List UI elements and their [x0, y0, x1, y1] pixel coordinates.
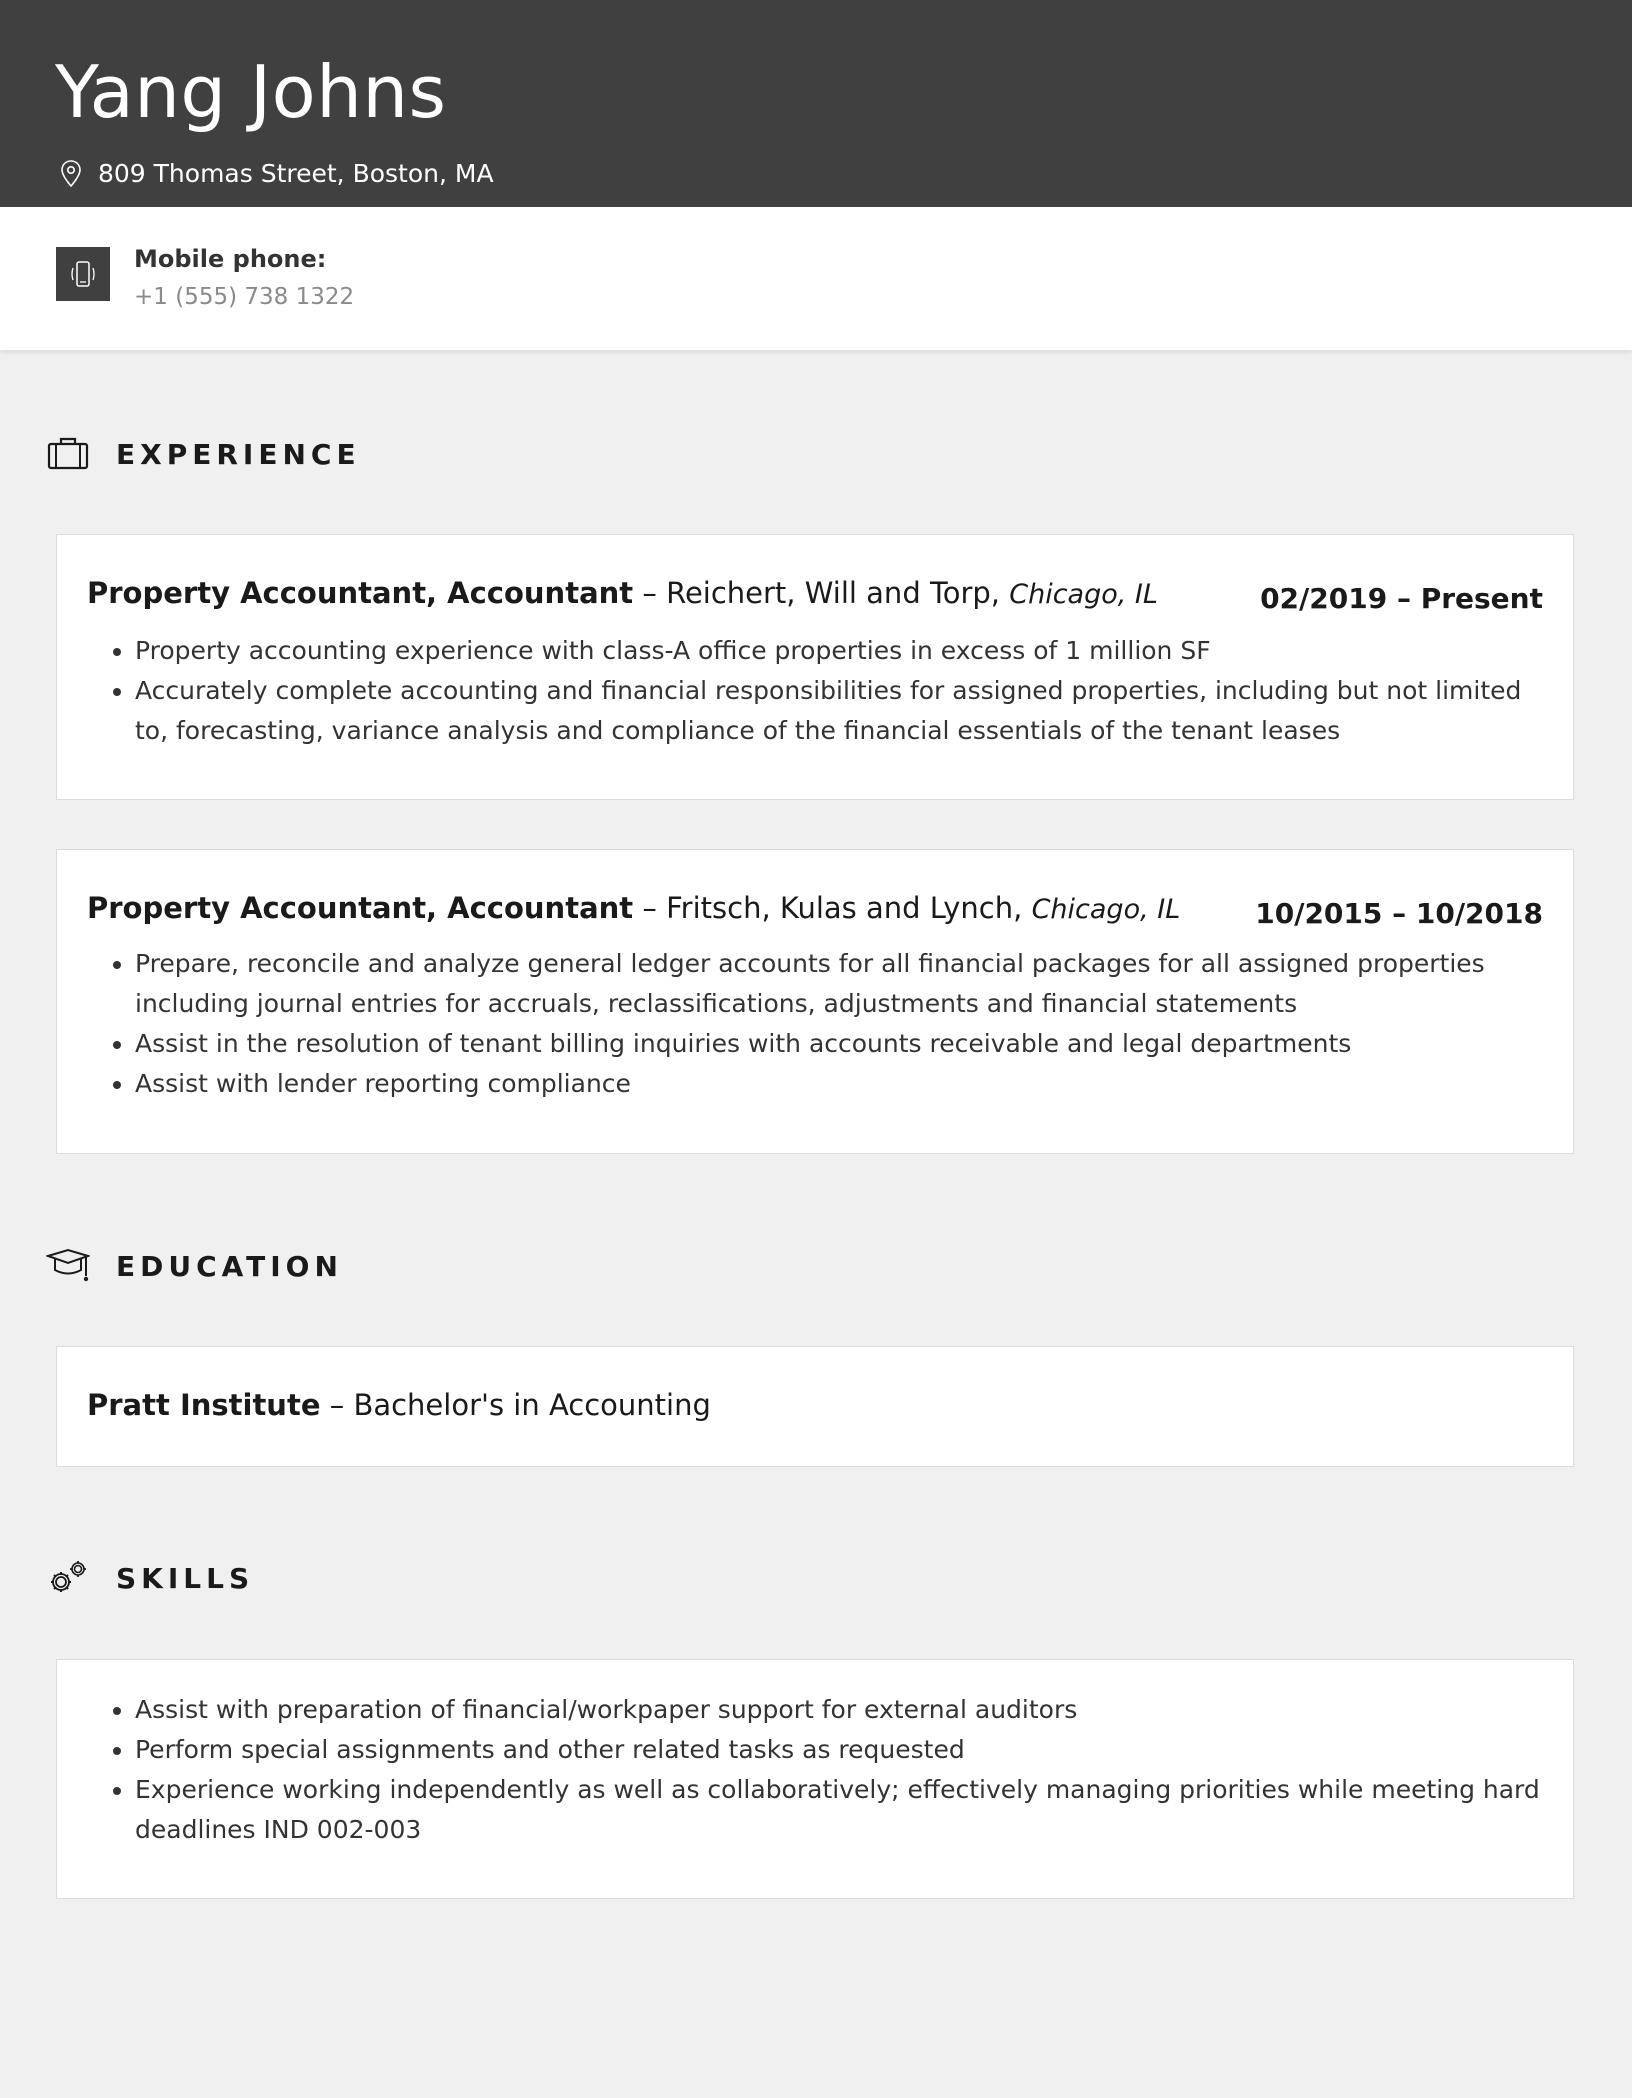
education-heading	[46, 1246, 343, 1286]
resume-header	[0, 0, 1632, 207]
list-item: • Assist with lender reporting compliance	[135, 1064, 1543, 1104]
experience-card	[56, 849, 1574, 1154]
job-title-line	[87, 575, 1158, 613]
job-role: Property Accountant, Accountant	[87, 891, 634, 925]
skills-list	[87, 1690, 1543, 1850]
list-item: • Assist with preparation of financial/workpaper support for external auditors	[135, 1690, 1543, 1730]
education-line	[87, 1387, 711, 1423]
education-title: EDUCATION	[116, 1249, 343, 1283]
job-location: Chicago, IL	[1009, 579, 1158, 610]
job-bullets	[87, 631, 1543, 751]
graduation-cap-icon	[46, 1246, 90, 1286]
skills-card	[56, 1659, 1574, 1899]
briefcase-icon	[46, 434, 90, 474]
list-item: • Prepare, reconcile and analyze general ledger accounts for all financial packages for all assigned properties including journal entries for accruals, reclassifications, adjustments and financial statements	[135, 944, 1543, 1024]
job-role: Property Accountant, Accountant	[87, 576, 634, 610]
list-item: • Accurately complete accounting and financial responsibilities for assigned properties, including but not limited to, forecasting, variance analysis and compliance of the financial essentials of the tenant leases	[135, 671, 1543, 751]
company-name: Fritsch, Kulas and Lynch,	[666, 891, 1023, 925]
list-item: • Perform special assignments and other related tasks as requested	[135, 1730, 1543, 1770]
phone-number: +1 (555) 738 1322	[134, 284, 355, 310]
list-item: • Experience working independently as well as collaboratively; effectively managing priorities while meeting hard deadlines IND 002-003	[135, 1770, 1543, 1850]
separator: –	[320, 1388, 354, 1422]
skills-title: SKILLS	[116, 1561, 255, 1595]
job-dates: 02/2019 – Present	[1260, 582, 1543, 615]
company-name: Reichert, Will and Torp,	[666, 576, 1001, 610]
job-dates: 10/2015 – 10/2018	[1255, 897, 1543, 930]
skills-heading	[46, 1558, 254, 1598]
list-item: • Property accounting experience with class-A office properties in excess of 1 million SF	[135, 631, 1543, 671]
location-pin-icon	[58, 159, 84, 189]
phone-label: Mobile phone:	[134, 245, 327, 273]
school-name: Pratt Institute	[87, 1388, 321, 1422]
separator: –	[633, 891, 667, 925]
experience-title: EXPERIENCE	[116, 437, 361, 471]
gears-icon	[46, 1558, 90, 1598]
list-item: • Assist in the resolution of tenant billing inquiries with accounts receivable and legal departments	[135, 1024, 1543, 1064]
job-location: Chicago, IL	[1031, 894, 1181, 925]
degree: Bachelor's in Accounting	[353, 1388, 711, 1422]
contact-strip	[0, 207, 1632, 350]
education-card	[56, 1346, 1574, 1467]
mobile-phone-icon	[56, 247, 110, 301]
job-title-line	[87, 890, 1180, 928]
address-text: 809 Thomas Street, Boston, MA	[98, 159, 494, 188]
separator: –	[633, 576, 667, 610]
address-line	[58, 158, 494, 190]
experience-card	[56, 534, 1574, 800]
candidate-name: Yang Johns	[55, 50, 447, 134]
experience-heading	[46, 434, 361, 474]
job-bullets	[87, 944, 1543, 1104]
